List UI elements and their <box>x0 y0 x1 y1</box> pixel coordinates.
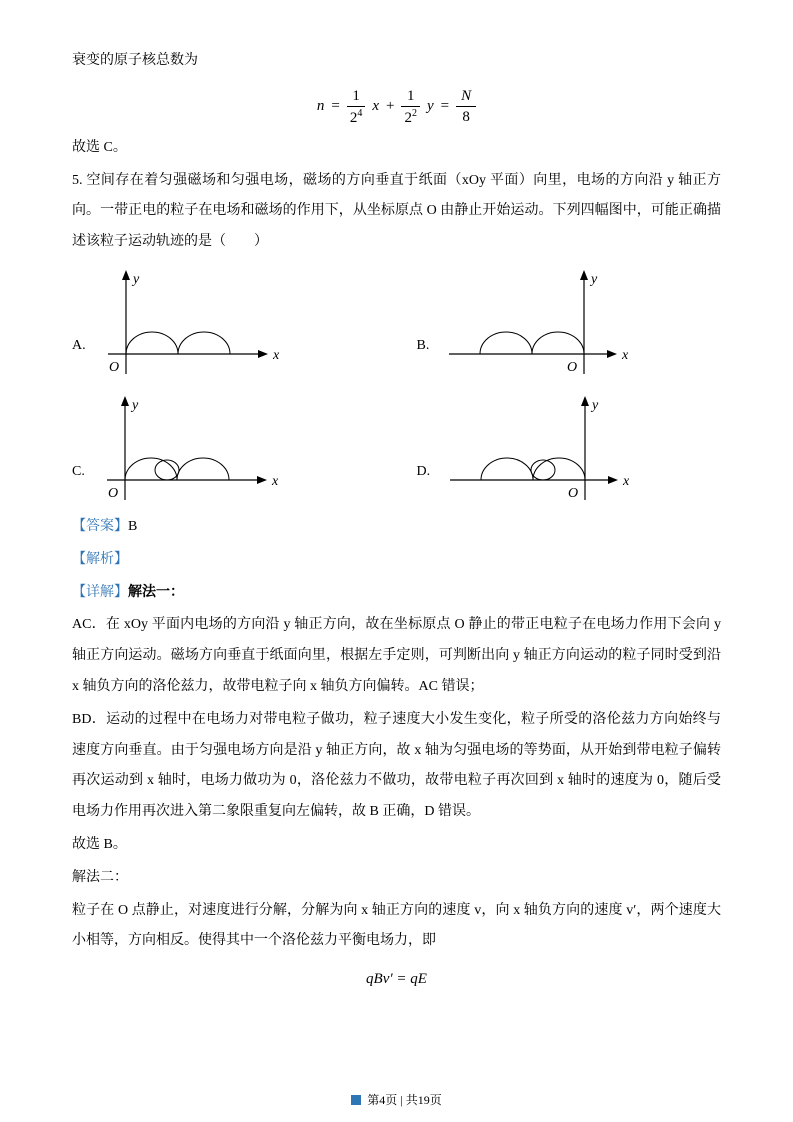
x-axis-arrow-icon <box>608 476 618 484</box>
option-label-d: D. <box>416 463 431 479</box>
x-axis-label: x <box>623 473 630 489</box>
question-5-text: 5. 空间存在着匀强磁场和匀强电场，磁场的方向垂直于纸面（xOy 平面）向里，电场的方向沿 y 轴正方向。一带正电的粒子在电场和磁场的作用下，从坐标原点 O 由静止开始运动。下列四幅图中，可能正确描述该粒子运动轨迹的是（ ） <box>72 172 721 250</box>
method2-label: 解法二： <box>72 869 128 885</box>
paragraph-ac: AC．在 xOy 平面内电场的方向沿 y 轴正方向，故在坐标原点 O 静止的带正电粒子在电场力作用下会向 y 轴正方向运动。磁场方向垂直于纸面向里，根据左手定则，可判断出向 y 轴正方向运动的粒子同时受到沿 x 轴负方向的洛伦兹力，故带电粒子向 x 轴负方向偏转。AC 错误； <box>72 617 721 694</box>
analysis-tag: 【解析】 <box>72 551 128 567</box>
paragraph-bd: BD．运动的过程中在电场力对带电粒子做功，粒子速度大小发生变化，粒子所受的洛伦兹力方向始终与速度方向垂直。由于匀强电场方向是沿 y 轴正方向，故 x 轴为匀强电场的等势面，从开始到带电粒子偏转再次运动到 x 轴时，电场力做功为 0，洛伦兹力不做功，故带电粒子再次回到 x 轴时的速度为 0，随后受电场力作用再次进入第二象限重复向左偏转，故 B 正确，D 错误。 <box>72 711 721 820</box>
y-axis-label: y <box>592 397 599 413</box>
formula-var-x: x <box>372 98 379 115</box>
option-label-c: C. <box>72 463 85 479</box>
origin-label: O <box>107 485 118 501</box>
answer-value: B <box>128 518 138 534</box>
x-axis-arrow-icon <box>258 350 268 358</box>
x-axis-arrow-icon <box>607 350 617 358</box>
trajectory-path <box>481 458 585 480</box>
fraction-2-den-exp: 2 <box>411 107 417 119</box>
question-5-options <box>72 268 721 506</box>
analysis-line <box>72 545 721 576</box>
method1-label: 解法一： <box>128 584 184 600</box>
answer-line <box>72 512 721 543</box>
option-a <box>72 268 377 380</box>
formula-eq1: = <box>331 98 340 115</box>
diagram-a <box>96 268 306 380</box>
fraction-3-den: 8 <box>462 109 470 126</box>
footer-page-number: 第4页 | 共19页 <box>367 1093 442 1107</box>
option-label-a: A. <box>72 337 86 353</box>
formula-var-n: n <box>316 98 325 115</box>
formula-plus: + <box>386 98 395 115</box>
intro-text: 衰变的原子核总数为 <box>72 53 198 68</box>
fraction-1-num: 1 <box>347 87 366 107</box>
detail-tag: 【详解】 <box>72 584 128 600</box>
x-axis-label: x <box>271 473 279 489</box>
trajectory-path <box>480 332 584 354</box>
detail-line <box>72 578 721 609</box>
y-axis-label: y <box>131 397 139 413</box>
answer-tag: 【答案】 <box>72 518 128 534</box>
fraction-1-den-base: 2 <box>349 109 358 126</box>
origin-label: O <box>567 359 578 375</box>
diagram-b <box>439 268 649 380</box>
y-axis-arrow-icon <box>580 270 588 280</box>
option-d <box>417 394 722 506</box>
x-axis-arrow-icon <box>257 476 267 484</box>
page-footer <box>0 1091 793 1108</box>
footer-logo-icon <box>351 1095 361 1105</box>
x-axis-label: x <box>622 347 629 363</box>
paragraph-method2: 粒子在 O 点静止，对速度进行分解，分解为向 x 轴正方向的速度 v，向 x 轴负方向的速度 v′，两个速度大小相等，方向相反。使得其中一个洛伦兹力平衡电场力，即 <box>72 902 721 949</box>
formula-eq2: = <box>440 98 450 115</box>
formula-qbv: qBv′ = qE <box>366 971 427 988</box>
y-axis-arrow-icon <box>121 396 129 406</box>
fraction-2-den-base: 2 <box>404 109 412 126</box>
x-axis-label: x <box>272 347 279 363</box>
fraction-3 <box>456 87 476 126</box>
option-c <box>72 394 377 506</box>
fraction-2-num: 1 <box>401 87 420 107</box>
y-axis-arrow-icon <box>122 270 130 280</box>
trajectory-path <box>126 332 230 354</box>
y-axis-arrow-icon <box>581 396 589 406</box>
option-label-b: B. <box>416 337 430 353</box>
y-axis-label: y <box>591 271 598 287</box>
formula-var-y: y <box>426 98 434 115</box>
y-axis-label: y <box>132 271 139 287</box>
fraction-1-den-exp: 4 <box>357 107 363 119</box>
formula-decay-count <box>72 87 721 127</box>
fraction-1 <box>347 87 366 127</box>
option-b <box>417 268 722 380</box>
fraction-2 <box>401 87 420 127</box>
diagram-c <box>95 394 305 506</box>
trajectory-path <box>125 458 229 480</box>
fraction-3-num: N <box>456 87 476 107</box>
fraction-2-den <box>401 107 420 127</box>
choose-c-text: 故选 C。 <box>72 139 127 155</box>
choose-b-text: 故选 B。 <box>72 836 127 852</box>
diagram-d <box>440 394 650 506</box>
origin-label: O <box>108 359 119 375</box>
origin-label: O <box>568 485 579 501</box>
fraction-1-den <box>347 107 366 127</box>
